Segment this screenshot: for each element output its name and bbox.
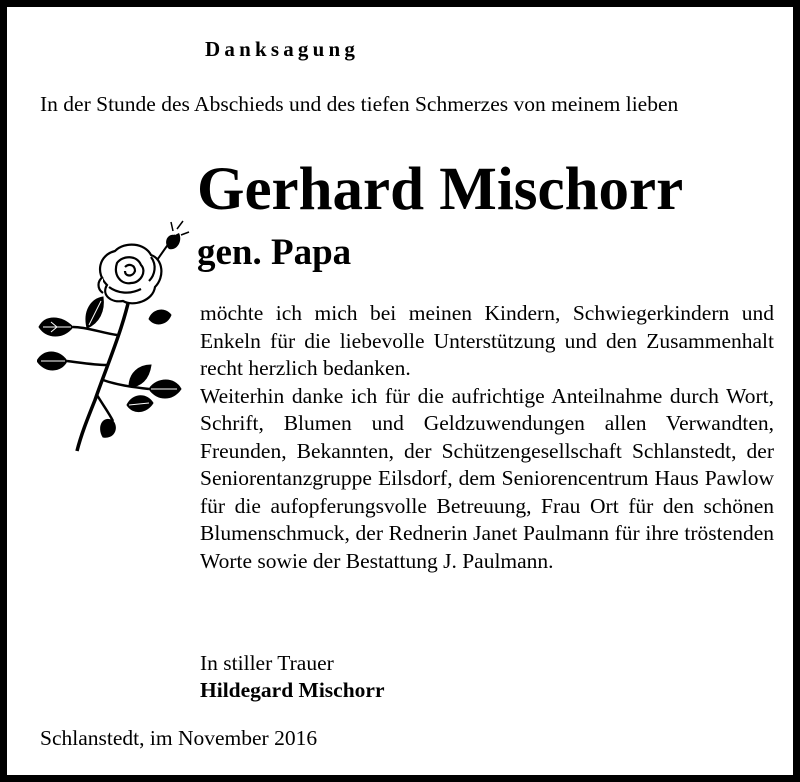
place-date: Schlanstedt, im November 2016 <box>40 726 318 750</box>
closing-line: In stiller Trauer <box>200 651 334 675</box>
signer-name: Hildegard Mischorr <box>200 678 385 702</box>
rose-icon <box>37 215 197 455</box>
notice-heading: Danksagung <box>205 37 360 61</box>
nickname: gen. Papa <box>197 232 352 273</box>
deceased-name: Gerhard Mischorr <box>197 156 684 223</box>
thanks-body <box>200 300 774 575</box>
thanks-paragraph-2: Weiterhin danke ich für die aufrichtige Anteilnahme durch Wort, Schrift, Blumen und Geldzuwendungen allen Verwandten, Freunden, Bekannten, der Schützengesellschaft Schlanstedt, der Seniorentanzgruppe Eilsdorf, dem Seniorencentrum Haus Pawlow für die aufopferungsvolle Betreuung, Frau Ort für den schönen Blumenschmuck, der Rednerin Janet Paulmann für ihre tröstenden Worte sowie der Bestattung J. Paulmann. <box>200 383 774 573</box>
thanks-paragraph-1: möchte ich mich bei meinen Kindern, Schwiegerkindern und Enkeln für die liebevolle Unterstützung und den Zusammenhalt recht herzlich bedanken. <box>200 301 774 380</box>
intro-text: In der Stunde des Abschieds und des tiefen Schmerzes von meinem lieben <box>40 92 679 116</box>
